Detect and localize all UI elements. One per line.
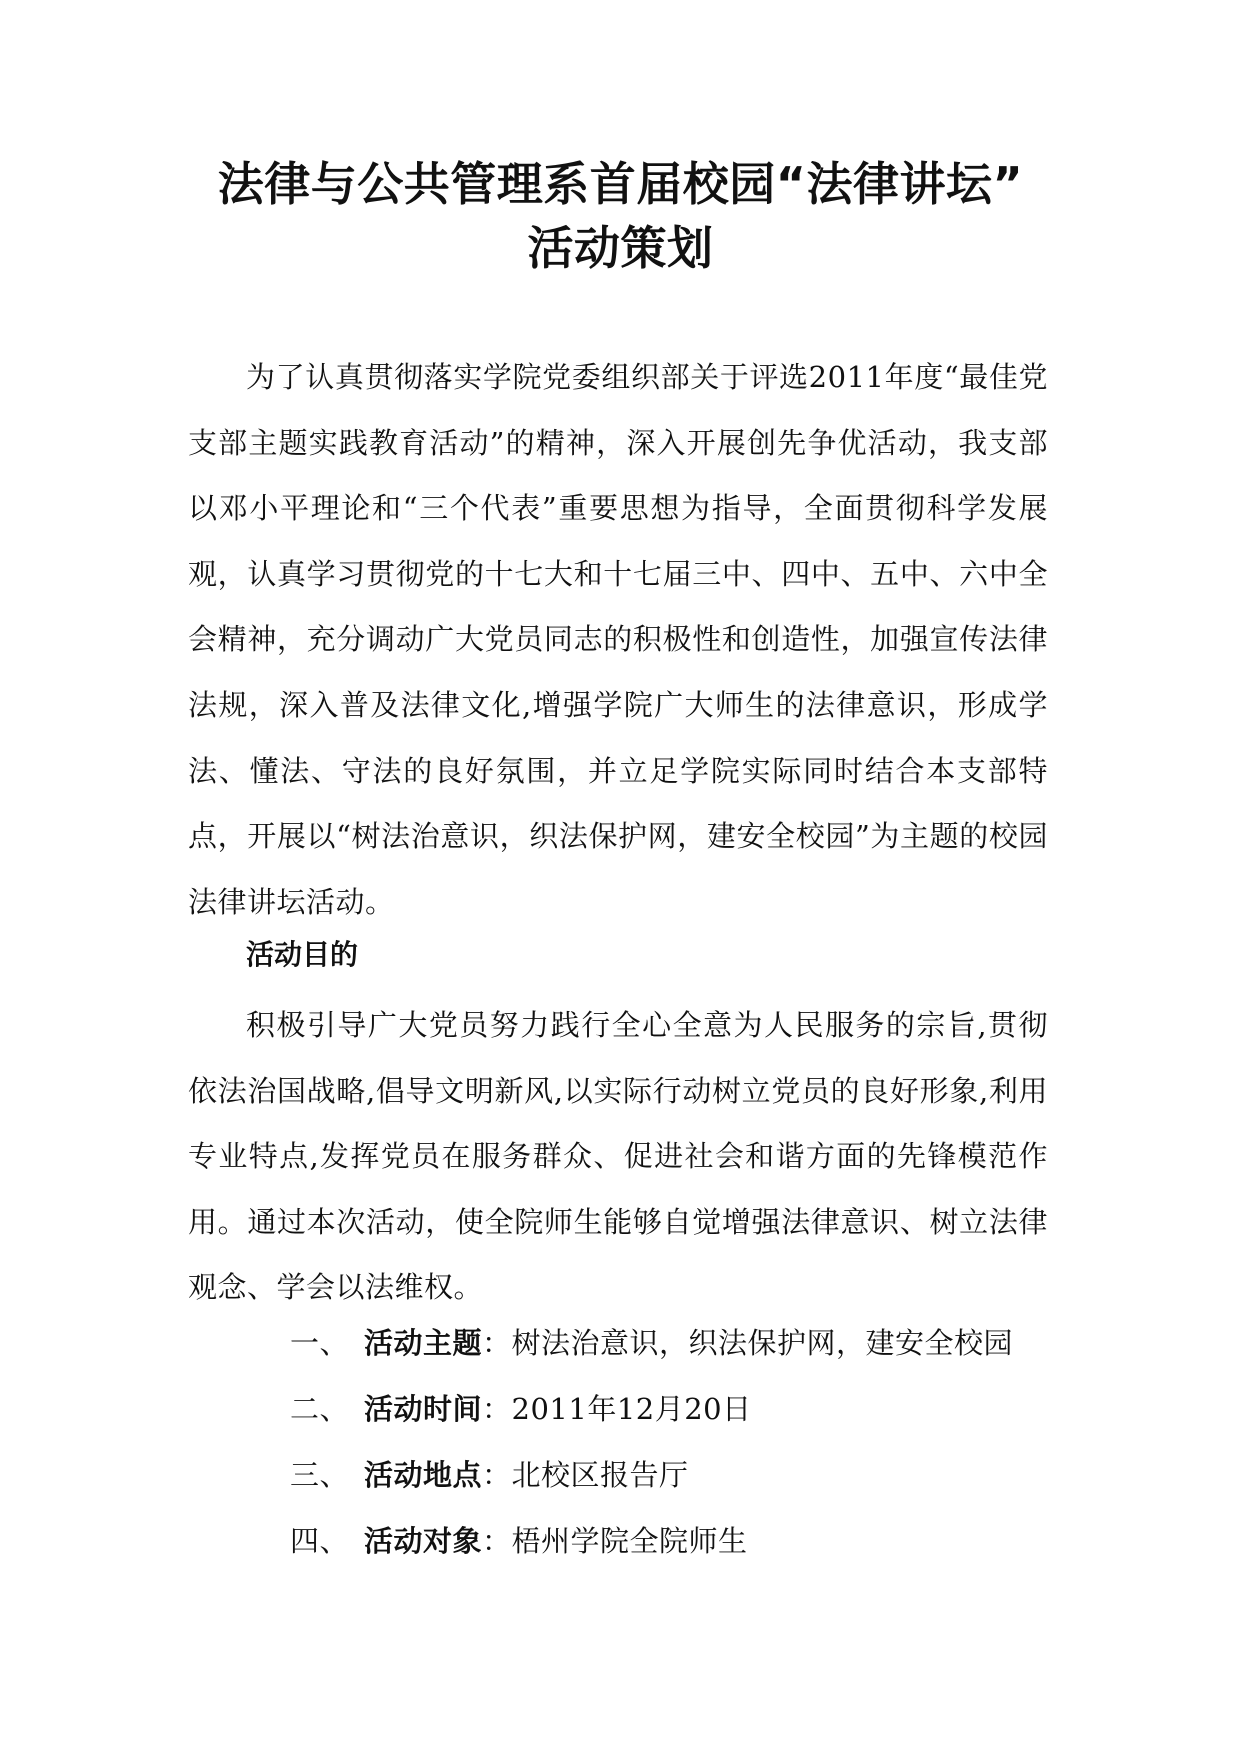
list-item-location [290,1450,689,1500]
list-item-separator: ： [482,1524,512,1558]
list-item-audience [290,1516,748,1566]
list-item-number: 四、 [290,1524,350,1558]
list-item-theme [290,1318,1013,1368]
list-item-label: 活动主题 [364,1326,483,1360]
list-item-number: 一、 [290,1326,350,1360]
list-item-value: 北校区报告厅 [511,1458,689,1492]
purpose-heading: 活动目的 [246,938,359,971]
intro-paragraph: 为了认真贯彻落实学院党委组织部关于评选2011年度“最佳党支部主题实践教育活动”的精神，深入开展创先争优活动，我支部以邓小平理论和“三个代表”重要思想为指导，全面贯彻科学发展观，认真学习贯彻党的十七大和十七届三中、四中、五中、六中全会精神，充分调动广大党员同志的积极性和创造性，加强宣传法律法规，深入普及法律文化,增强学院广大师生的法律意识，形成学法、懂法、守法的良好氛围，并立足学院实际同时结合本支部特点，开展以“树法治意识，织法保护网，建安全校园”为主题的校园法律讲坛活动。 [188,360,1048,919]
list-item-label: 活动对象 [364,1524,483,1558]
list-item-separator: ： [482,1326,512,1360]
list-item-value: 树法治意识，织法保护网，建安全校园 [511,1326,1014,1360]
purpose-paragraph: 积极引导广大党员努力践行全心全意为人民服务的宗旨,贯彻依法治国战略,倡导文明新风,以实际行动树立党员的良好形象,利用专业特点,发挥党员在服务群众、促进社会和谐方面的先锋模范作用。通过本次活动，使全院师生能够自觉增强法律意识、树立法律观念、学会以法维权。 [188,1008,1048,1305]
list-item-separator: ： [482,1458,512,1492]
list-item-value: 2011年12月20日 [511,1392,752,1426]
list-item-separator: ： [482,1392,512,1426]
document-title-line-1: 法律与公共管理系首届校园“法律讲坛” [217,157,1024,211]
list-item-number: 三、 [290,1458,350,1492]
list-item-time [290,1384,752,1434]
list-item-number: 二、 [290,1392,350,1426]
list-item-label: 活动时间 [364,1392,483,1426]
document-title-line-2: 活动策划 [527,221,714,275]
list-item-label: 活动地点 [364,1458,483,1492]
list-item-value: 梧州学院全院师生 [511,1524,748,1558]
